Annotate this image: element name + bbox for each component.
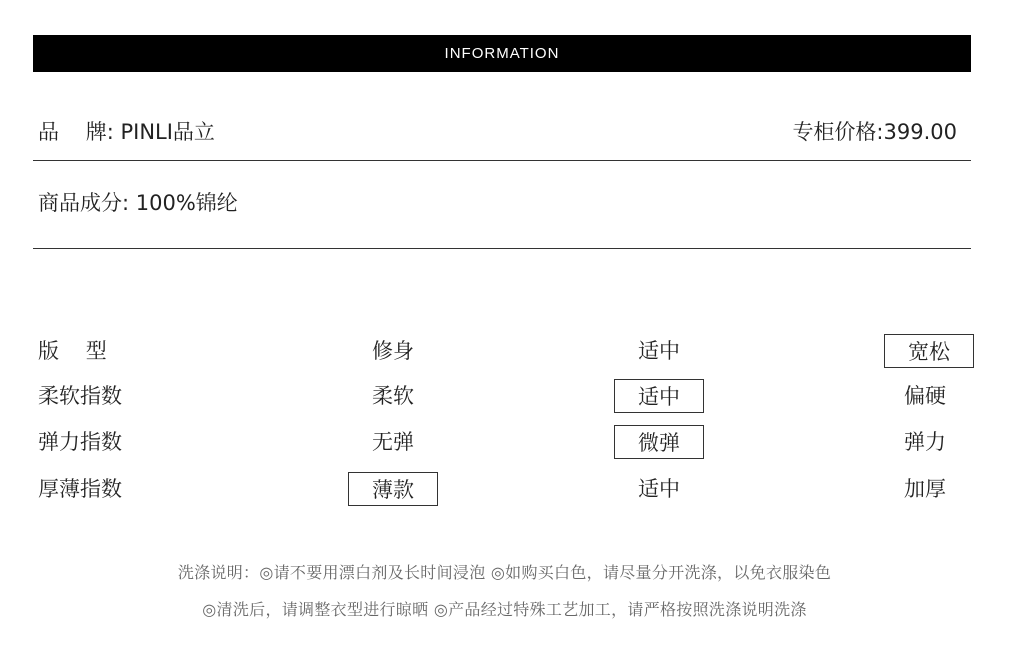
price-value: 399.00 bbox=[883, 120, 957, 144]
divider-bottom bbox=[33, 248, 971, 249]
washing-note-line1: 洗涤说明：◎请不要用漂白剂及长时间浸泡 ◎如购买白色，请尽量分开洗涤，以免衣服染色 bbox=[177, 563, 832, 582]
option-no-stretch: 无弹 bbox=[372, 430, 414, 454]
option-slight-stretch-selected: 微弹 bbox=[614, 425, 704, 459]
information-header bbox=[33, 35, 971, 72]
price-label: 专柜价格: bbox=[792, 120, 884, 144]
attribute-label: 版 型 bbox=[38, 339, 107, 363]
option-thick: 加厚 bbox=[904, 477, 946, 501]
price-row bbox=[792, 116, 957, 146]
option-loose-selected: 宽松 bbox=[884, 334, 974, 368]
information-title: INFORMATION bbox=[444, 45, 560, 62]
attribute-label: 厚薄指数 bbox=[38, 477, 122, 501]
attribute-label: 弹力指数 bbox=[38, 430, 122, 454]
washing-note-line2: ◎清洗后，请调整衣型进行晾晒 ◎产品经过特殊工艺加工，请严格按照洗涤说明洗涤 bbox=[202, 600, 807, 619]
option-thin-selected: 薄款 bbox=[348, 472, 438, 506]
option-hard: 偏硬 bbox=[904, 384, 946, 408]
option-medium-selected: 适中 bbox=[614, 379, 704, 413]
brand-value: PINLI品立 bbox=[120, 120, 215, 144]
option-regular: 适中 bbox=[638, 339, 680, 363]
composition-value: 100%锦纶 bbox=[135, 191, 238, 215]
attribute-label: 柔软指数 bbox=[38, 384, 122, 408]
option-stretch: 弹力 bbox=[904, 430, 946, 454]
brand-label: 品 牌: bbox=[38, 120, 114, 144]
brand-row bbox=[38, 116, 215, 146]
divider-top bbox=[33, 160, 971, 161]
composition-row bbox=[38, 187, 238, 217]
option-slim: 修身 bbox=[372, 339, 414, 363]
option-soft: 柔软 bbox=[372, 384, 414, 408]
composition-label: 商品成分: bbox=[38, 191, 130, 215]
option-medium: 适中 bbox=[638, 477, 680, 501]
